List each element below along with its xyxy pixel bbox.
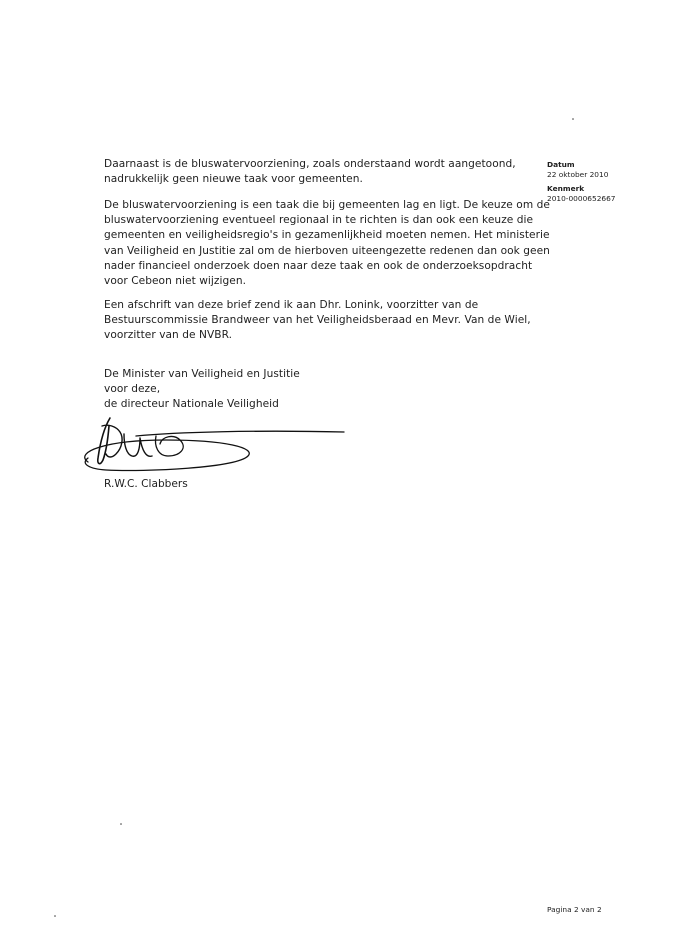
scan-speck [54, 915, 56, 917]
paragraph-copy-recipients [104, 298, 534, 344]
paragraph-line: nader financieel onderzoek doen naar deze taak en ook de onderzoeksopdracht [104, 259, 533, 272]
signature-stroke [85, 440, 250, 470]
handwritten-signature [76, 414, 346, 476]
closing-block [104, 367, 534, 413]
paragraph-municipal-task [104, 198, 550, 289]
paragraph-line: voor Cebeon niet wijzigen. [104, 275, 247, 288]
signature-stroke [136, 431, 344, 436]
paragraph-fire-water-not-new-task [104, 157, 534, 187]
paragraph-line: Daarnaast is de bluswatervoorziening, zoals onderstaand wordt aangetoond, [104, 158, 516, 170]
paragraph-line: Een afschrift van deze brief zend ik aan Dhr. Lonink, voorzitter van de [104, 299, 479, 311]
closing-director: de directeur Nationale Veiligheid [104, 398, 279, 411]
closing-on-behalf: voor deze, [104, 383, 161, 396]
scan-speck [572, 118, 574, 120]
reference-sidebar [547, 160, 657, 208]
paragraph-line: nadrukkelijk geen nieuwe taak voor gemeenten. [104, 173, 363, 186]
paragraph-line: gemeenten en veiligheidsregio's in gezamenlijkheid moeten nemen. Het ministerie [104, 229, 550, 242]
kenmerk-label: Kenmerk [547, 184, 585, 193]
datum-value: 22 oktober 2010 [547, 170, 609, 179]
paragraph-line: bluswatervoorziening eventueel regionaal in te richten is dan ook een keuze die [104, 214, 534, 227]
datum-label: Datum [547, 160, 575, 169]
paragraph-line: De bluswatervoorziening is een taak die bij gemeenten lag en ligt. De keuze om de [104, 199, 550, 211]
scan-speck [120, 823, 122, 825]
signer-name: R.W.C. Clabbers [104, 478, 188, 490]
signature-stroke [124, 434, 152, 456]
paragraph-line: Bestuurscommissie Brandweer van het Veiligheidsberaad en Mevr. Van de Wiel, [104, 314, 531, 327]
paragraph-line: van Veiligheid en Justitie zal om de hierboven uiteengezette redenen dan ook geen [104, 244, 550, 257]
kenmerk-value: 2010-0000652667 [547, 194, 616, 203]
paragraph-line: voorzitter van de NVBR. [104, 329, 233, 342]
signature-stroke [156, 436, 184, 456]
closing-minister: De Minister van Veiligheid en Justitie [104, 368, 300, 380]
page-number: Pagina 2 van 2 [547, 905, 602, 914]
